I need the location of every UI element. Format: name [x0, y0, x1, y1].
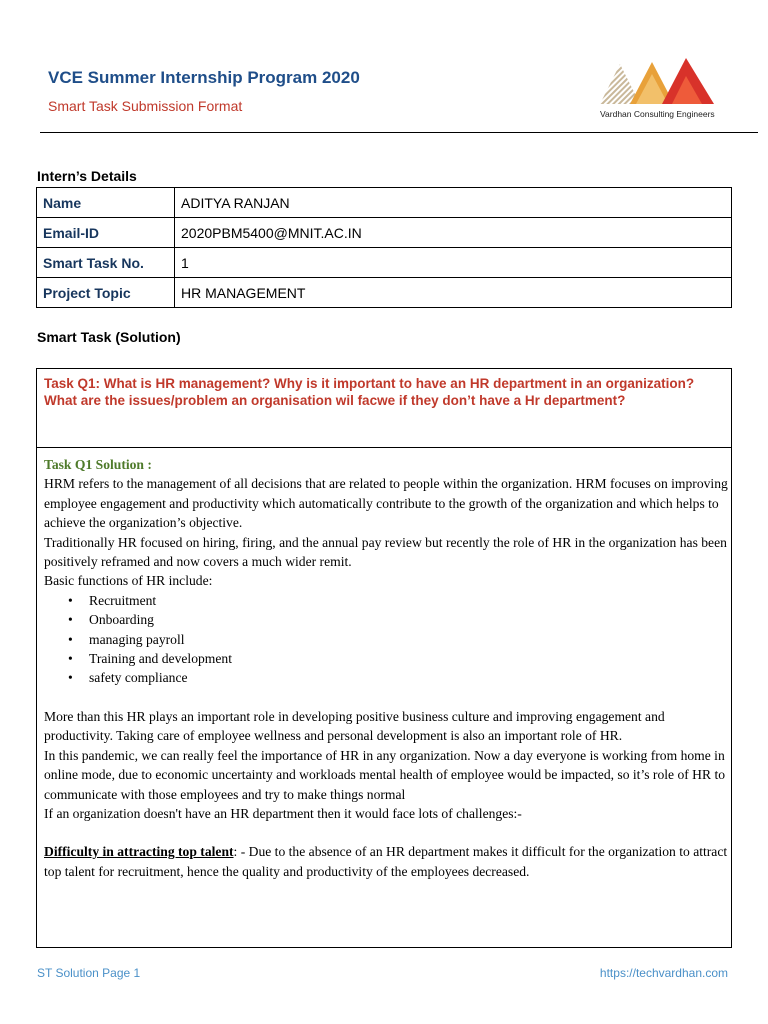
footer-page-label: ST Solution Page 1 — [37, 966, 141, 980]
table-row — [37, 248, 732, 278]
task-question: Task Q1: What is HR management? Why is it important to have an HR department in an organization? What are the issues/problem an organisation wil facwe if they don’t have a Hr department? — [44, 376, 695, 408]
project-topic-label: Project Topic — [37, 278, 175, 308]
name-value: ADITYA RANJAN — [175, 188, 732, 218]
name-label: Name — [37, 188, 175, 218]
list-item: • Training and development — [89, 649, 728, 668]
solution-paragraph: Basic functions of HR include: — [44, 573, 213, 589]
interns-details-label: Intern’s Details — [37, 168, 137, 184]
list-item: • Onboarding — [89, 610, 728, 629]
table-row — [37, 218, 732, 248]
challenge-text: : - Due to the absence of an HR department makes it difficult for the organization to attract top talent for recruitment, hence the quality and productivity of the employees decreased. — [44, 844, 728, 879]
solution-heading: Task Q1 Solution : — [44, 457, 152, 472]
solution-body — [44, 455, 728, 881]
smart-task-no-label: Smart Task No. — [37, 248, 175, 278]
header-divider — [40, 132, 758, 133]
header-subtitle: Smart Task Submission Format — [48, 98, 243, 114]
solution-paragraph: If an organization doesn't have an HR department then it would face lots of challenges:- — [44, 805, 522, 821]
task-box — [36, 368, 732, 948]
solution-paragraph: HRM refers to the management of all decisions that are related to people within the organization. HRM focuses on improving employee engagement and productivity which automatically contribute to the growth of the organization and which helps to achieve the organization’s objective. — [44, 476, 728, 531]
smart-task-no-value: 1 — [175, 248, 732, 278]
solution-paragraph: Traditionally HR focused on hiring, firing, and the annual pay review but recently the role of HR in the organization has been positively reframed and now covers a much wider remit. — [44, 534, 727, 570]
smart-task-label: Smart Task (Solution) — [37, 329, 181, 345]
task-question-cell — [37, 369, 731, 448]
solution-paragraph: In this pandemic, we can really feel the importance of HR in any organization. Now a day everyone is working from home in online mode, due to economic uncertainty and workloads mental health of employee would be impacted, so it’s role of HR to communicate with those employees and try to make things normal — [44, 747, 726, 802]
hr-functions-list — [44, 591, 728, 688]
logo-caption: Vardhan Consulting Engineers — [600, 109, 715, 119]
header-title: VCE Summer Internship Program 2020 — [48, 68, 360, 87]
challenge-title: Difficulty in attracting top talent — [44, 844, 234, 860]
project-topic-value: HR MANAGEMENT — [175, 278, 732, 308]
solution-paragraph: More than this HR plays an important role in developing positive business culture and improving engagement and productivity. Taking care of employee wellness and personal development is also an important role of HR. — [44, 708, 665, 744]
interns-details-table — [36, 187, 732, 308]
challenge-paragraph — [44, 842, 728, 881]
table-row — [37, 278, 732, 308]
list-item: • Recruitment — [89, 591, 728, 610]
email-label: Email-ID — [37, 218, 175, 248]
list-item: • safety compliance — [89, 668, 728, 687]
list-item: • managing payroll — [89, 630, 728, 649]
table-row — [37, 188, 732, 218]
email-value: 2020PBM5400@MNIT.AC.IN — [175, 218, 732, 248]
footer-url[interactable]: https://techvardhan.com — [599, 966, 728, 980]
